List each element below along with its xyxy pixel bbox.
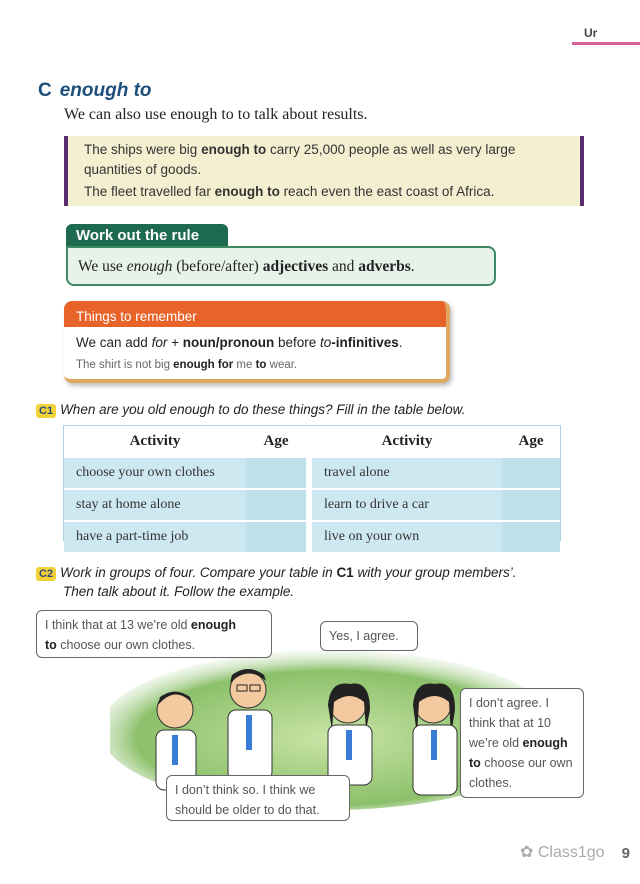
activity-table bbox=[64, 426, 560, 552]
section-intro: We can also use enough to to talk about results. bbox=[64, 106, 368, 123]
table-header-row bbox=[64, 426, 560, 456]
age-cell[interactable] bbox=[246, 520, 306, 552]
example-quote-box bbox=[64, 136, 584, 206]
activity-cell: learn to drive a car bbox=[312, 488, 502, 520]
student-2 bbox=[228, 669, 272, 780]
table-row bbox=[64, 488, 560, 520]
activity-cell: live on your own bbox=[312, 520, 502, 552]
unit-header bbox=[572, 26, 640, 46]
quote-line-1: The ships were big enough to carry 25,000 people as well as very large bbox=[84, 142, 516, 157]
age-cell[interactable] bbox=[502, 488, 560, 520]
activity-cell: choose your own clothes bbox=[64, 456, 246, 488]
quote-left-bar bbox=[64, 136, 68, 206]
watermark: ✿ Class1go bbox=[520, 844, 605, 861]
activity-cell: travel alone bbox=[312, 456, 502, 488]
table-row bbox=[64, 520, 560, 552]
student-3 bbox=[328, 683, 372, 785]
work-out-rule-box bbox=[66, 246, 496, 286]
speech-bubble-4: I don’t agree. I think that at 10 we’re old enough to choose our own clothes. bbox=[460, 688, 584, 798]
speech-bubble-1: I think that at 13 we’re old enough to choose our own clothes. bbox=[36, 610, 272, 658]
remember-line-2: The shirt is not big enough for me to wear. bbox=[76, 359, 298, 371]
col-activity: Activity bbox=[64, 426, 246, 456]
unit-header-rule bbox=[572, 42, 640, 45]
c1-tag: C1 bbox=[36, 404, 56, 418]
activity-cell: stay at home alone bbox=[64, 488, 246, 520]
quote-line-3: The fleet travelled far enough to reach even the east coast of Africa. bbox=[84, 184, 495, 199]
activity-cell: have a part-time job bbox=[64, 520, 246, 552]
c2-instruction bbox=[36, 563, 517, 601]
quote-line-2: quantities of goods. bbox=[84, 162, 202, 177]
section-title bbox=[38, 80, 152, 102]
age-cell[interactable] bbox=[246, 456, 306, 488]
page-number: 9 bbox=[621, 845, 630, 862]
table-row bbox=[64, 456, 560, 488]
work-out-rule-title: Work out the rule bbox=[66, 224, 228, 248]
c2-tag: C2 bbox=[36, 567, 56, 581]
col-age: Age bbox=[246, 426, 306, 456]
remember-line-1: We can add for + noun/pronoun before to-infinitives. bbox=[76, 335, 403, 350]
work-out-rule-text: We use enough (before/after) adjectives and adverbs. bbox=[78, 258, 415, 275]
things-to-remember-title: Things to remember bbox=[64, 301, 446, 327]
col-age: Age bbox=[502, 426, 560, 456]
col-activity: Activity bbox=[312, 426, 502, 456]
age-cell[interactable] bbox=[246, 488, 306, 520]
speech-bubble-3: I don’t think so. I think we should be older to do that. bbox=[166, 775, 350, 821]
age-cell[interactable] bbox=[502, 520, 560, 552]
things-to-remember-box bbox=[64, 301, 450, 383]
wechat-icon: ✿ bbox=[520, 844, 538, 861]
c2-line-2: Then talk about it. Follow the example. bbox=[63, 584, 295, 599]
c2-line-1: C2 Work in groups of four. Compare your table in C1 with your group members’. bbox=[36, 563, 517, 582]
c1-instruction bbox=[36, 401, 465, 419]
section-heading: enough to bbox=[59, 80, 152, 101]
section-letter: C bbox=[38, 80, 52, 101]
unit-label: Ur bbox=[584, 26, 598, 40]
quote-right-bar bbox=[580, 136, 584, 206]
age-cell[interactable] bbox=[502, 456, 560, 488]
speech-bubble-2: Yes, I agree. bbox=[320, 621, 418, 651]
c1-instruction-text: When are you old enough to do these things? Fill in the table below. bbox=[60, 402, 466, 417]
student-4 bbox=[413, 683, 457, 795]
